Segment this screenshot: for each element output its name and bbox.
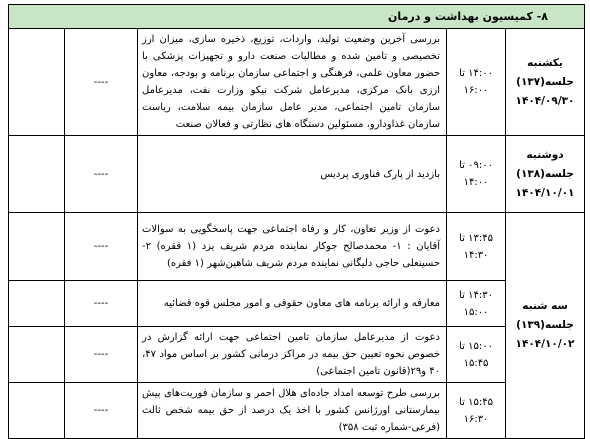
agenda-description: دعوت از مدیرعامل سازمان تامین اجتماعی جهت ارائه گزارش در خصوص نحوه تعیین حق بیمه در مراکز درمانی کشور بر اساس مواد ۴۷، ۴۰ و۲۹(قانون تامین اجتماعی) [138, 327, 447, 383]
table-row [9, 281, 585, 327]
agenda-description: معارفه و ارائه برنامه های معاون حقوقی و امور مجلس قوه قضائیه [138, 281, 447, 327]
time-end: ۱۶:۳۰ [463, 413, 489, 425]
time-cell [447, 327, 506, 383]
table-row [9, 29, 585, 136]
empty-cell [9, 136, 65, 213]
note-cell: ---- [65, 29, 138, 136]
time-cell [447, 383, 506, 439]
time-start: ۱۴:۳۰ تا [459, 289, 493, 301]
session-date: ۱۴۰۴/۱۰/۰۲ [515, 338, 575, 350]
time-cell [447, 281, 506, 327]
day-cell [506, 213, 585, 439]
agenda-description: دعوت از وزیر تعاون، کار و رفاه اجتماعی جهت پاسخگویی به سوالات آقایان : ۱- محمدصالح جوکار نماینده مردم شریف یزد (۱ فقره) ۲- حسینعلی حاجی دلیگانی نماینده مردم شریف شاهین‌شهر (۱ فقره) [138, 213, 447, 281]
section-title: ۸- کمیسیون بهداشت و درمان [9, 5, 585, 29]
table-row [9, 213, 585, 281]
table-row [9, 383, 585, 439]
empty-cell [9, 29, 65, 136]
time-cell [447, 29, 506, 136]
empty-cell [9, 327, 65, 383]
agenda-description: بررسی طرح توسعه امداد جاده‌ای هلال احمر و سازمان فوریت‌های پیش بیمارستانی اورژانس کشور با اخذ یک درصد از حق بیمه شخص ثالث (فرعی-شماره ثبت ۳۵۸) [138, 383, 447, 439]
time-cell [447, 136, 506, 213]
session-number: جلسه(۱۳۹) [516, 319, 574, 331]
note-cell: ---- [65, 383, 138, 439]
empty-cell [9, 281, 65, 327]
agenda-description: بررسی آخرین وضعیت تولید، واردات، توزیع، ذخیره سازی، میزان ارز تخصیصی و تامین شده و مطالبات صنعت دارو و تجهیزات پزشکی با حضور معاون علمی، فرهنگی و اجتماعی سازمان برنامه و بودجه، معاون ارزی بانک مرکزی، مدیرعامل شرکت نیکو وزارت نفت، مدیرعامل سازمان تامین اجتماعی، مدیر عامل سازمان بیمه سلامت، ریاست سازمان غذاودارو، مسئولین دستگاه های نظارتی و فعالان صنعت [138, 29, 447, 136]
day-name: سه شنبه [522, 300, 568, 312]
time-end: ۱۵:۴۵ [463, 357, 489, 369]
schedule-table [8, 4, 585, 439]
time-start: ۱۴:۰۰ تا [459, 68, 493, 79]
time-end: ۱۵:۰۰ [463, 306, 489, 318]
note-cell: ---- [65, 281, 138, 327]
time-end: ۱۶:۰۰ [463, 85, 489, 96]
time-end: ۱۴:۳۰ [463, 249, 489, 261]
table-row [9, 327, 585, 383]
day-cell [506, 136, 585, 213]
day-name: یکشنبه [527, 56, 563, 69]
time-cell [447, 213, 506, 281]
session-date: ۱۴۰۴/۱۰/۰۱ [515, 186, 575, 199]
day-cell [506, 29, 585, 136]
time-start: ۱۳:۴۵ تا [459, 232, 493, 244]
agenda-description: بازدید از پارک فناوری پردیس [138, 136, 447, 213]
time-start: ۱۵:۴۵ تا [459, 396, 493, 408]
note-cell: ---- [65, 213, 138, 281]
note-cell: ---- [65, 327, 138, 383]
table-row [9, 136, 585, 213]
time-end: ۱۴:۰۰ [463, 177, 489, 188]
session-number: جلسه(۱۳۷) [516, 75, 574, 88]
time-start: ۰۹:۰۰ تا [459, 160, 493, 171]
session-number: جلسه(۱۳۸) [516, 167, 574, 180]
empty-cell [9, 383, 65, 439]
day-name: دوشنبه [526, 148, 564, 161]
time-start: ۱۵:۰۰ تا [459, 340, 493, 352]
empty-cell [9, 213, 65, 281]
session-date: ۱۴۰۴/۰۹/۳۰ [515, 94, 575, 107]
note-cell: ---- [65, 136, 138, 213]
commission-schedule [8, 4, 584, 433]
